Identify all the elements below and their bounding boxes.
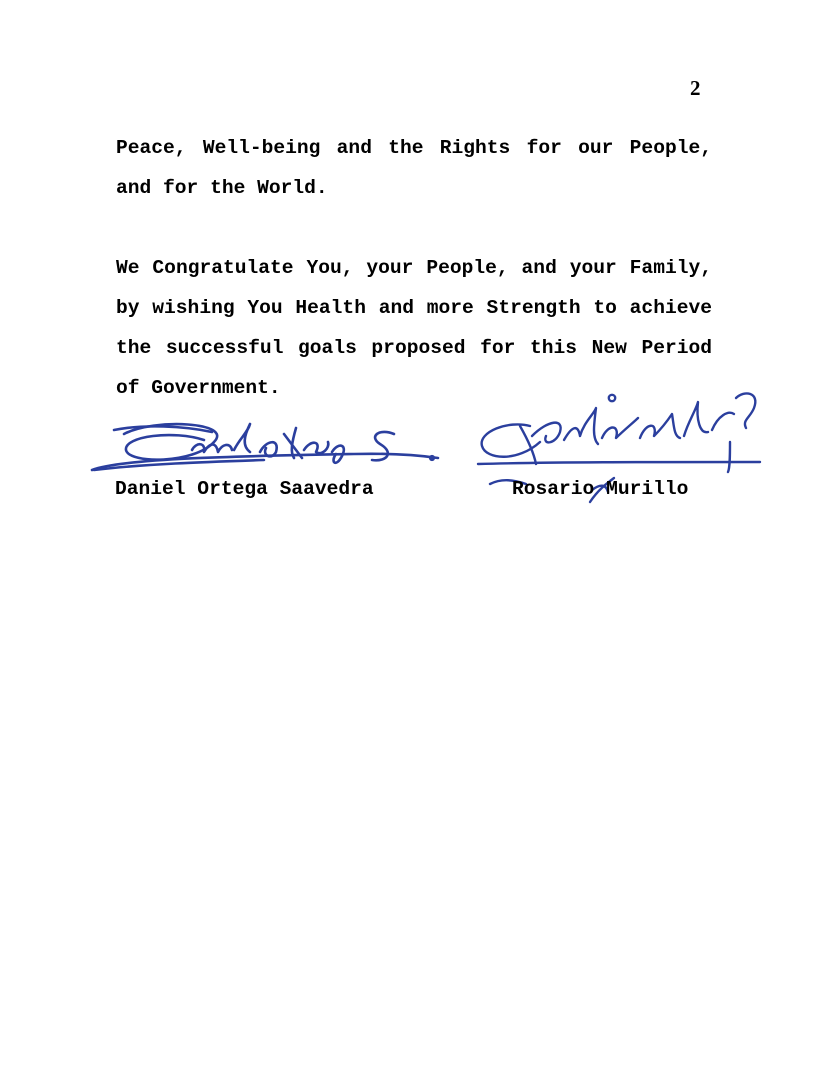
signatory-name-daniel-ortega: Daniel Ortega Saavedra xyxy=(115,478,374,500)
paragraph-closing-wishes: Peace, Well-being and the Rights for our People, and for the World. xyxy=(116,137,712,199)
signatory-name-rosario-murillo: Rosario Murillo xyxy=(512,478,689,500)
paragraph-congratulations: We Congratulate You, your People, and your Family, by wishing You Health and more Strength to achieve the successful goals proposed for this New Period of Government. xyxy=(116,257,712,399)
signature-daniel-ortega xyxy=(84,412,444,488)
page-number: 2 xyxy=(690,76,701,100)
